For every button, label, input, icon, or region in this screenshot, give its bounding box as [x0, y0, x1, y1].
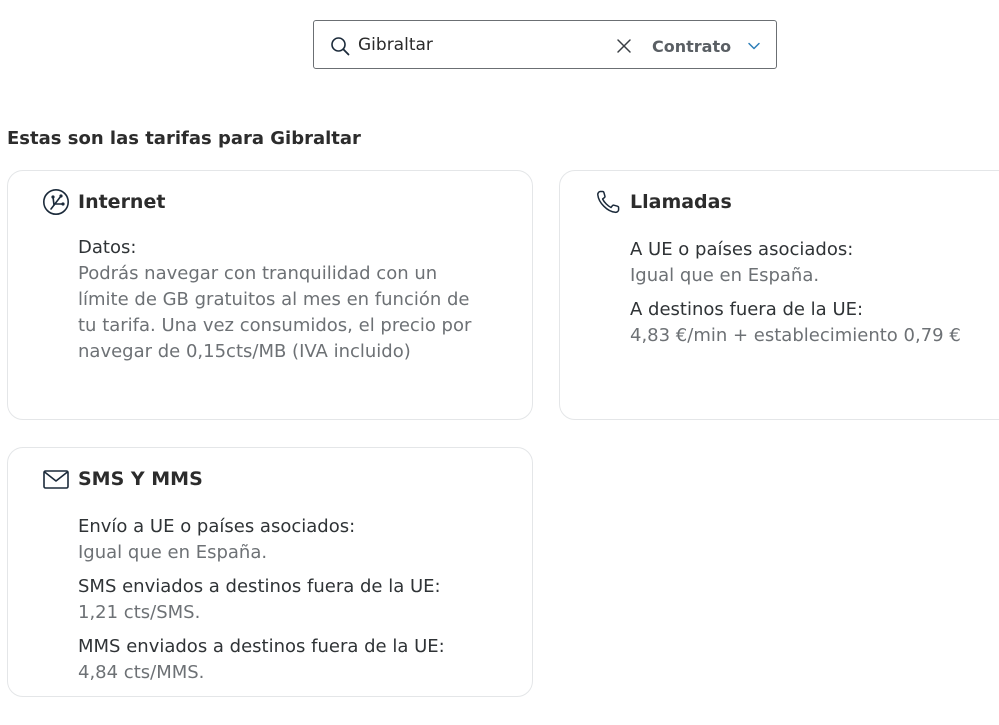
contract-dropdown[interactable] [652, 34, 761, 58]
internet-card-header [42, 187, 165, 217]
list-item [630, 237, 961, 289]
list-item [78, 574, 445, 626]
list-item [78, 634, 445, 686]
envelope-icon [42, 465, 70, 493]
item-value: Igual que en España. [630, 265, 820, 286]
sms-card [7, 447, 533, 697]
item-label: MMS enviados a destinos fuera de la UE: [78, 636, 445, 657]
calls-card [559, 170, 999, 420]
search-icon [330, 36, 350, 56]
phone-icon [594, 188, 622, 216]
internet-network-icon [42, 188, 70, 216]
item-label: Envío a UE o países asociados: [78, 516, 356, 537]
list-item [630, 297, 961, 349]
item-label: SMS enviados a destinos fuera de la UE: [78, 576, 441, 597]
item-value: 4,84 cts/MMS. [78, 662, 205, 683]
contract-dropdown-label: Contrato [652, 36, 732, 56]
sms-card-title: SMS Y MMS [78, 468, 203, 490]
item-value: 1,21 cts/SMS. [78, 602, 201, 623]
calls-card-header [594, 187, 732, 217]
search-bar [313, 20, 777, 69]
item-label: Datos: [78, 237, 137, 258]
calls-card-body [630, 237, 961, 349]
item-label: A destinos fuera de la UE: [630, 299, 864, 320]
internet-card-title: Internet [78, 191, 166, 213]
close-icon[interactable] [615, 37, 633, 55]
sms-card-header [42, 464, 203, 494]
internet-card-body [78, 235, 478, 365]
chevron-down-icon [747, 39, 761, 53]
item-value: 4,83 €/min + establecimiento 0,79 € [630, 325, 961, 346]
search-input[interactable] [358, 31, 598, 59]
item-label: A UE o países asociados: [630, 239, 854, 260]
list-item [78, 514, 445, 566]
calls-card-title: Llamadas [630, 191, 732, 213]
list-item [78, 235, 478, 365]
sms-card-body [78, 514, 445, 686]
page-title: Estas son las tarifas para Gibraltar [7, 128, 361, 149]
item-value: Podrás navegar con tranquilidad con un límite de GB gratuitos al mes en función de tu tarifa. Una vez consumidos, el precio por navegar de 0,15cts/MB (IVA incluido) [78, 263, 472, 362]
internet-card [7, 170, 533, 420]
item-value: Igual que en España. [78, 542, 268, 563]
